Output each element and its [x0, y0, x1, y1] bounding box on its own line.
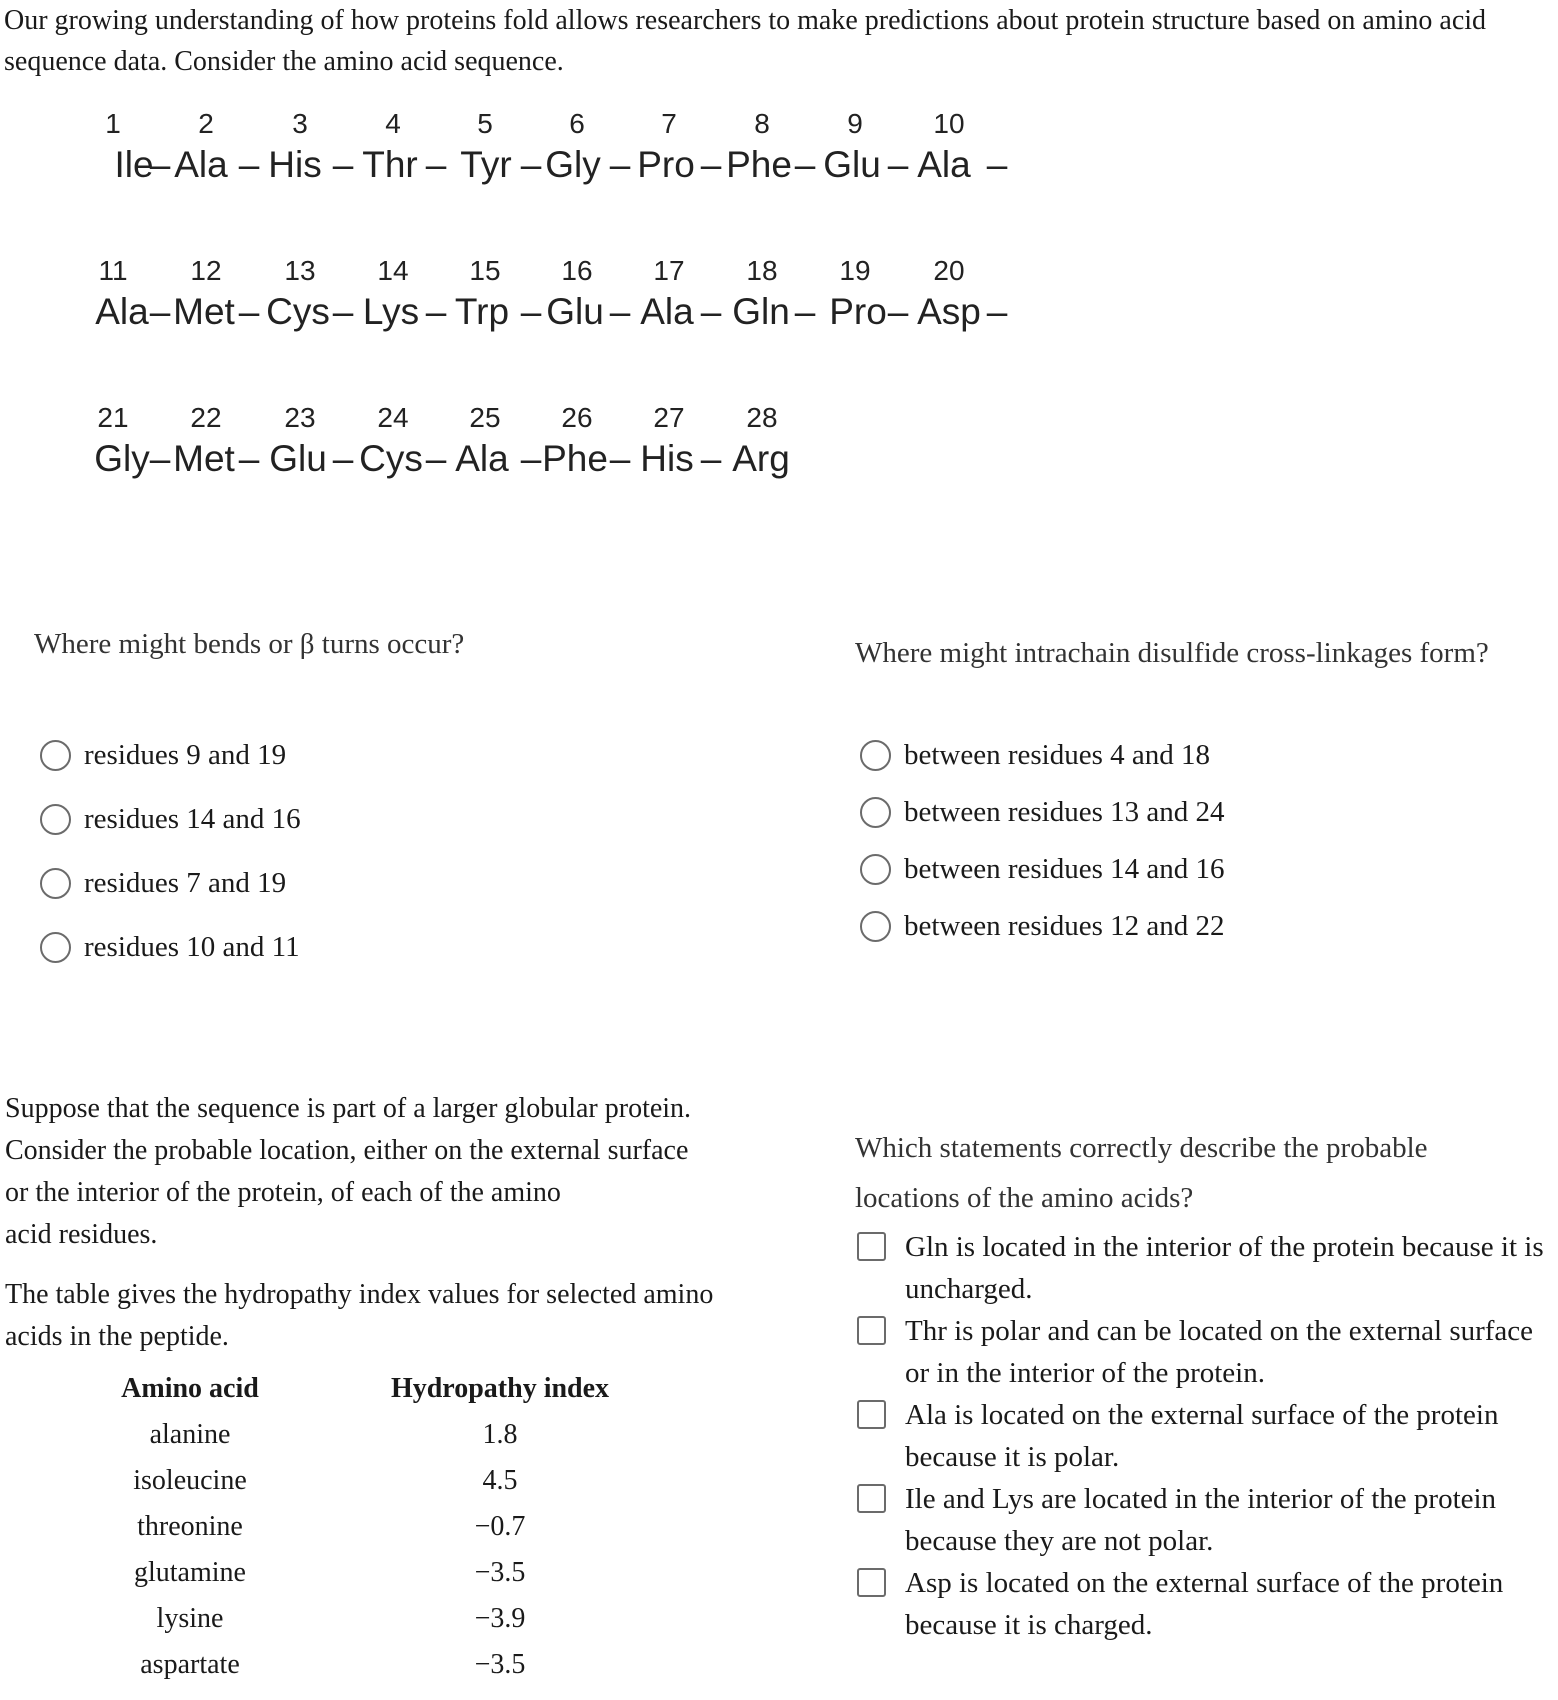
- amino-acid-cell: aspartate: [140, 1649, 240, 1680]
- residue-name: Gly: [94, 438, 150, 479]
- disulfide-option-1[interactable]: [860, 739, 1210, 772]
- option-label: between residues 12 and 22: [904, 910, 1225, 942]
- globular-paragraph: [5, 1088, 805, 1256]
- residue-number: 28: [746, 402, 778, 433]
- residue-number: 6: [569, 108, 585, 139]
- hydropathy-cell: −3.5: [474, 1649, 526, 1680]
- option-label: Ala is located on the external surface of the protein because it is polar.: [905, 1399, 1499, 1473]
- radio-button[interactable]: [860, 740, 891, 771]
- residue-number: 2: [198, 108, 214, 139]
- residue-number: 11: [98, 255, 128, 286]
- residue-number: 10: [933, 108, 965, 139]
- column-header: Amino acid: [121, 1373, 259, 1404]
- residue-number: 12: [190, 255, 222, 286]
- residue-number: 24: [377, 402, 409, 433]
- peptide-bond-dash: –: [520, 438, 542, 479]
- option-label: between residues 4 and 18: [904, 739, 1211, 771]
- peptide-bond-dash: –: [332, 144, 354, 185]
- residue-name: Glu: [823, 144, 881, 185]
- residue-number: 9: [847, 108, 863, 139]
- residue-name: Pro: [829, 291, 887, 332]
- residue-number: 13: [284, 255, 316, 286]
- residue-name: Phe: [726, 144, 792, 185]
- residue-number: 22: [190, 402, 222, 433]
- table-row: [105, 1550, 625, 1596]
- question-line: Which statements correctly describe the probable: [855, 1132, 1428, 1164]
- option-label: residues 10 and 11: [84, 931, 300, 963]
- residue-number: 21: [97, 402, 129, 433]
- locations-question: [855, 1123, 1545, 1223]
- residue-number: 8: [754, 108, 770, 139]
- bends-option-1[interactable]: [40, 739, 286, 772]
- option-label: residues 9 and 19: [84, 739, 287, 771]
- peptide-bond-dash: –: [425, 438, 447, 479]
- option-label: Thr is polar and can be located on the external surface or in the interior of the protein.: [905, 1315, 1534, 1389]
- bends-option-2[interactable]: [40, 803, 301, 836]
- residue-name: Ala: [174, 144, 228, 185]
- peptide-bond-dash: –: [520, 291, 542, 332]
- peptide-bond-dash: –: [700, 144, 722, 185]
- residue-name: Ile: [114, 144, 154, 185]
- option-label: Ile and Lys are located in the interior of the protein because they are not polar.: [905, 1483, 1497, 1557]
- residue-name: Cys: [266, 291, 330, 332]
- radio-button[interactable]: [40, 932, 71, 963]
- amino-acid-cell: glutamine: [134, 1557, 246, 1588]
- checkbox[interactable]: [857, 1568, 886, 1597]
- peptide-bond-dash: –: [425, 291, 447, 332]
- radio-button[interactable]: [860, 797, 891, 828]
- peptide-bond-dash: –: [887, 144, 909, 185]
- residue-number: 1: [105, 108, 121, 139]
- peptide-bond-dash: –: [238, 144, 260, 185]
- residue-name: Met: [173, 291, 235, 332]
- residue-name: Arg: [732, 438, 790, 479]
- residue-name: Trp: [454, 291, 510, 332]
- residue-number: 16: [561, 255, 593, 286]
- peptide-bond-dash: –: [238, 438, 260, 479]
- residue-number: 26: [561, 402, 593, 433]
- amino-acid-cell: lysine: [156, 1603, 224, 1634]
- residue-number: 17: [653, 255, 685, 286]
- table-row: [105, 1504, 625, 1550]
- peptide-bond-dash: –: [794, 144, 816, 185]
- residue-name: Ala: [455, 438, 509, 479]
- table-row: [105, 1412, 625, 1458]
- residue-name: Ala: [640, 291, 694, 332]
- sequence-row: [0, 108, 1100, 218]
- residue-number: 14: [377, 255, 409, 286]
- peptide-bond-dash: –: [332, 438, 354, 479]
- radio-button[interactable]: [40, 804, 71, 835]
- bends-question: Where might bends or β turns occur?: [34, 628, 465, 660]
- residue-name: Ala: [917, 144, 971, 185]
- bends-option-3[interactable]: [40, 867, 286, 900]
- amino-acid-cell: threonine: [137, 1511, 243, 1542]
- radio-button[interactable]: [40, 868, 71, 899]
- table-row: [105, 1458, 625, 1504]
- peptide-bond-dash: –: [986, 291, 1008, 332]
- residue-number: 3: [292, 108, 308, 139]
- locations-option-3[interactable]: [857, 1394, 1547, 1478]
- peptide-bond-dash: –: [887, 291, 909, 332]
- residue-number: 23: [284, 402, 316, 433]
- residue-name: Thr: [362, 144, 418, 185]
- residue-number: 18: [746, 255, 778, 286]
- paragraph-line: or the interior of the protein, of each of the amino: [5, 1177, 561, 1208]
- sequence-row: [0, 255, 1100, 365]
- disulfide-option-4[interactable]: [860, 910, 1225, 943]
- hydropathy-table: [105, 1366, 625, 1688]
- residue-name: Tyr: [460, 144, 512, 185]
- hydropathy-cell: 1.8: [482, 1419, 518, 1450]
- peptide-bond-dash: –: [794, 291, 816, 332]
- residue-number: 25: [469, 402, 501, 433]
- option-label: residues 7 and 19: [84, 867, 287, 899]
- checkbox[interactable]: [857, 1400, 886, 1429]
- sequence-row: [0, 402, 1100, 512]
- residue-number: 27: [653, 402, 685, 433]
- checkbox[interactable]: [857, 1232, 886, 1261]
- residue-name: His: [640, 438, 694, 479]
- residue-name: Glu: [546, 291, 604, 332]
- option-label: residues 14 and 16: [84, 803, 301, 835]
- intro-text: Our growing understanding of how proteins fold allows researchers to make predictions about protein structure based on amino acid sequence data. Consider the amino acid sequence.: [4, 5, 1487, 77]
- peptide-bond-dash: –: [700, 438, 722, 479]
- peptide-bond-dash: –: [700, 291, 722, 332]
- residue-name: Asp: [917, 291, 981, 332]
- peptide-bond-dash: –: [986, 144, 1008, 185]
- bends-option-4[interactable]: [40, 931, 300, 964]
- residue-number: 15: [469, 255, 501, 286]
- residue-name: Met: [173, 438, 235, 479]
- peptide-bond-dash: –: [149, 438, 171, 479]
- peptide-bond-dash: –: [609, 291, 631, 332]
- residue-number: 19: [839, 255, 871, 286]
- radio-button[interactable]: [40, 740, 71, 771]
- residue-number: 5: [477, 108, 493, 139]
- table-row: [105, 1596, 625, 1642]
- hydropathy-cell: 4.5: [482, 1465, 518, 1496]
- paragraph-line: Suppose that the sequence is part of a larger globular protein.: [5, 1093, 692, 1124]
- locations-option-5[interactable]: [857, 1562, 1547, 1646]
- peptide-bond-dash: –: [149, 144, 171, 185]
- checkbox[interactable]: [857, 1316, 886, 1345]
- disulfide-question: Where might intrachain disulfide cross-linkages form?: [855, 637, 1489, 669]
- residue-name: Ala: [95, 291, 149, 332]
- column-header: Hydropathy index: [390, 1373, 610, 1404]
- residue-number: 20: [933, 255, 965, 286]
- disulfide-option-2[interactable]: [860, 796, 1225, 829]
- table-header-row: [105, 1366, 625, 1412]
- peptide-bond-dash: –: [149, 291, 171, 332]
- option-label: Gln is located in the interior of the protein because it is uncharged.: [905, 1231, 1544, 1305]
- table-row: [105, 1642, 625, 1688]
- radio-button[interactable]: [860, 854, 891, 885]
- peptide-bond-dash: –: [238, 291, 260, 332]
- locations-option-2[interactable]: [857, 1310, 1547, 1394]
- checkbox[interactable]: [857, 1484, 886, 1513]
- paragraph-line: The table gives the hydropathy index values for selected amino: [5, 1279, 714, 1310]
- residue-name: Glu: [269, 438, 327, 479]
- paragraph-line: acid residues.: [5, 1219, 158, 1250]
- option-label: Asp is located on the external surface of the protein because it is charged.: [905, 1567, 1504, 1641]
- residue-name: Gly: [545, 144, 601, 185]
- locations-option-4[interactable]: [857, 1478, 1547, 1562]
- residue-name: Pro: [637, 144, 695, 185]
- peptide-bond-dash: –: [609, 438, 631, 479]
- option-label: between residues 13 and 24: [904, 796, 1225, 828]
- option-label: between residues 14 and 16: [904, 853, 1225, 885]
- peptide-bond-dash: –: [425, 144, 447, 185]
- amino-acid-cell: alanine: [149, 1419, 231, 1450]
- residue-number: 4: [385, 108, 401, 139]
- peptide-bond-dash: –: [609, 144, 631, 185]
- residue-name: Phe: [542, 438, 608, 479]
- hydropathy-cell: −3.5: [474, 1557, 526, 1588]
- locations-option-1[interactable]: [857, 1226, 1547, 1310]
- hydropathy-cell: −0.7: [474, 1511, 526, 1542]
- amino-acid-cell: isoleucine: [133, 1465, 247, 1496]
- radio-button[interactable]: [860, 911, 891, 942]
- residue-name: Lys: [362, 291, 420, 332]
- table-intro: [5, 1274, 805, 1358]
- hydropathy-cell: −3.9: [474, 1603, 526, 1634]
- residue-name: Cys: [359, 438, 423, 479]
- paragraph-line: acids in the peptide.: [5, 1321, 229, 1352]
- residue-number: 7: [661, 108, 677, 139]
- residue-name: Gln: [732, 291, 790, 332]
- question-line: locations of the amino acids?: [855, 1182, 1194, 1214]
- residue-name: His: [268, 144, 322, 185]
- peptide-bond-dash: –: [332, 291, 354, 332]
- peptide-bond-dash: –: [520, 144, 542, 185]
- paragraph-line: Consider the probable location, either on the external surface: [5, 1135, 689, 1166]
- disulfide-option-3[interactable]: [860, 853, 1225, 886]
